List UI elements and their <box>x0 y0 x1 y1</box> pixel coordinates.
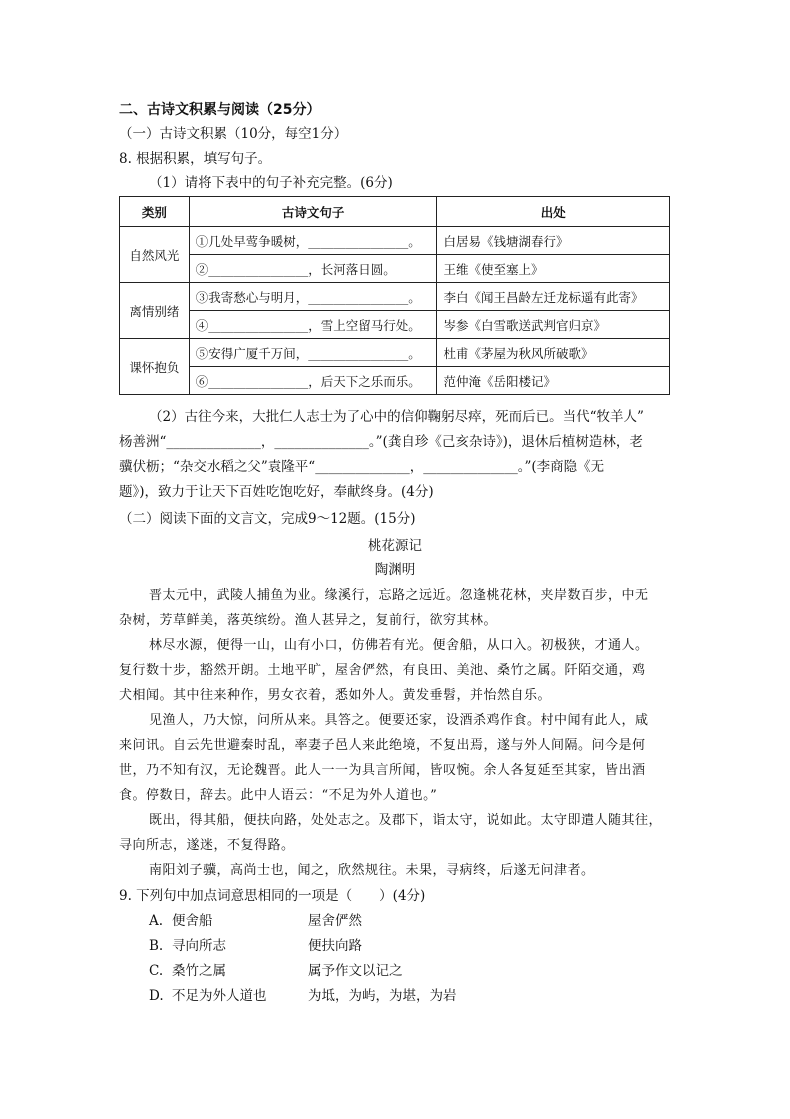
sentence-cell[interactable]: ④________________，雪上空留马行处。 <box>189 311 437 339</box>
category-cell: 课怀抱负 <box>120 339 190 395</box>
header-source: 出处 <box>437 197 670 227</box>
table-row <box>120 227 670 255</box>
category-cell: 自然风光 <box>120 227 190 283</box>
part1-title: （一）古诗文积累（10分，每空1分） <box>119 126 348 142</box>
passage-line: 南阳刘子骥，高尚士也，闻之，欣然规往。未果，寻病终，后遂无问津者。 <box>149 863 595 878</box>
table-row <box>120 283 670 311</box>
poem-table <box>119 196 670 395</box>
option-left-text: 不足为外人道也 <box>172 988 267 1004</box>
sentence-cell[interactable]: ③我寄愁心与明月，________________。 <box>189 283 437 311</box>
header-category: 类别 <box>120 197 190 227</box>
option-label: D. <box>149 988 164 1004</box>
source-cell: 李白《闻王昌龄左迁龙标遥有此寄》 <box>437 283 670 311</box>
category-cell: 离情别绪 <box>120 283 190 339</box>
part2-title: （二）阅读下面的文言文，完成9～12题。(15分) <box>119 511 416 527</box>
header-sentence: 古诗文句子 <box>189 197 437 227</box>
passage-line: 来问讯。自云先世避秦时乱，率妻子邑人来此绝境，不复出焉，遂与外人间隔。问今是何 <box>119 738 646 753</box>
option-label: A. <box>149 913 164 929</box>
sentence-cell[interactable]: ⑥________________，后天下之乐而乐。 <box>189 367 437 395</box>
table-row <box>120 255 670 283</box>
table-row <box>120 339 670 367</box>
q8-2-line[interactable]: 骥伏枥；“杂交水稻之父”袁隆平“______________，______________。”(李商隐《无 <box>119 459 605 475</box>
question-9-title: 9. 下列句中加点词意思相同的一项是（ ）(4分) <box>119 888 426 904</box>
source-cell: 白居易《钱塘湖春行》 <box>437 227 670 255</box>
q8-2-line: 题》)，致力于让天下百姓吃饱吃好，奉献终身。(4分) <box>119 484 434 500</box>
passage-line: 晋太元中，武陵人捕鱼为业。缘溪行，忘路之远近。忽逢桃花林，夹岸数百步，中无 <box>149 588 649 603</box>
sentence-cell[interactable]: ②________________，长河落日圆。 <box>189 255 437 283</box>
option-right-text: 便扶向路 <box>308 938 362 954</box>
question-8-title: 8. 根据积累，填写句子。 <box>119 151 272 167</box>
option-right-text: 屋舍俨然 <box>308 913 362 929</box>
passage-line: 寻向所志，遂迷，不复得路。 <box>119 838 295 853</box>
option-label: B. <box>149 938 164 954</box>
passage-line: 世，乃不知有汉，无论魏晋。此人一一为具言所闻，皆叹惋。余人各复延至其家，皆出酒 <box>119 763 646 778</box>
option-left-text: 寻向所志 <box>172 938 226 954</box>
q8-2-line: （2）古往今来，大批仁人志士为了心中的信仰鞠躬尽瘁，死而后已。当代“牧羊人” <box>149 409 644 425</box>
option-left-text: 便舍船 <box>172 913 213 929</box>
table-header-row <box>120 197 670 227</box>
section-title: 二、古诗文积累与阅读（25分） <box>119 102 321 118</box>
q8-2-line[interactable]: 杨善洲“______________，______________。”(龚自珍《己亥杂诗》)，退休后植树造林，老 <box>119 434 643 450</box>
passage-author: 陶渊明 <box>374 562 416 578</box>
option-right-text: 为坻，为屿，为堪，为岩 <box>308 988 457 1004</box>
passage-line: 杂树，芳草鲜美，落英缤纷。渔人甚异之，复前行，欲穷其林。 <box>119 613 498 628</box>
source-cell: 王维《使至塞上》 <box>437 255 670 283</box>
table-row <box>120 367 670 395</box>
sentence-cell[interactable]: ⑤安得广厦千万间，________________。 <box>189 339 437 367</box>
option-right-text: 属予作文以记之 <box>308 963 403 979</box>
sentence-cell[interactable]: ①几处早莺争暖树，________________。 <box>189 227 437 255</box>
passage-line: 林尽水源，便得一山，山有小口，仿佛若有光。便舍船，从口入。初极狭，才通人。 <box>149 638 649 653</box>
passage-title: 桃花源记 <box>368 538 422 554</box>
passage-line: 既出，得其船，便扶向路，处处志之。及郡下，诣太守，说如此。太守即遣人随其往， <box>149 813 663 828</box>
source-cell: 岑参《白雪歌送武判官归京》 <box>437 311 670 339</box>
passage-line: 食。停数日，辞去。此中人语云：“不足为外人道也。” <box>119 788 438 803</box>
option-left-text: 桑竹之属 <box>172 963 226 979</box>
passage-line: 复行数十步，豁然开朗。土地平旷，屋舍俨然，有良田、美池、桑竹之属。阡陌交通，鸡 <box>119 663 646 678</box>
question-8-1-title: （1）请将下表中的句子补充完整。(6分) <box>149 175 393 191</box>
table-row <box>120 311 670 339</box>
option-label: C. <box>149 963 164 979</box>
passage-line: 犬相闻。其中往来种作，男女衣着，悉如外人。黄发垂髫，并怡然自乐。 <box>119 688 552 703</box>
passage-line: 见渔人，乃大惊，问所从来。具答之。便要还家，设酒杀鸡作食。村中闻有此人，咸 <box>149 713 649 728</box>
source-cell: 杜甫《茅屋为秋风所破歌》 <box>437 339 670 367</box>
source-cell: 范仲淹《岳阳楼记》 <box>437 367 670 395</box>
